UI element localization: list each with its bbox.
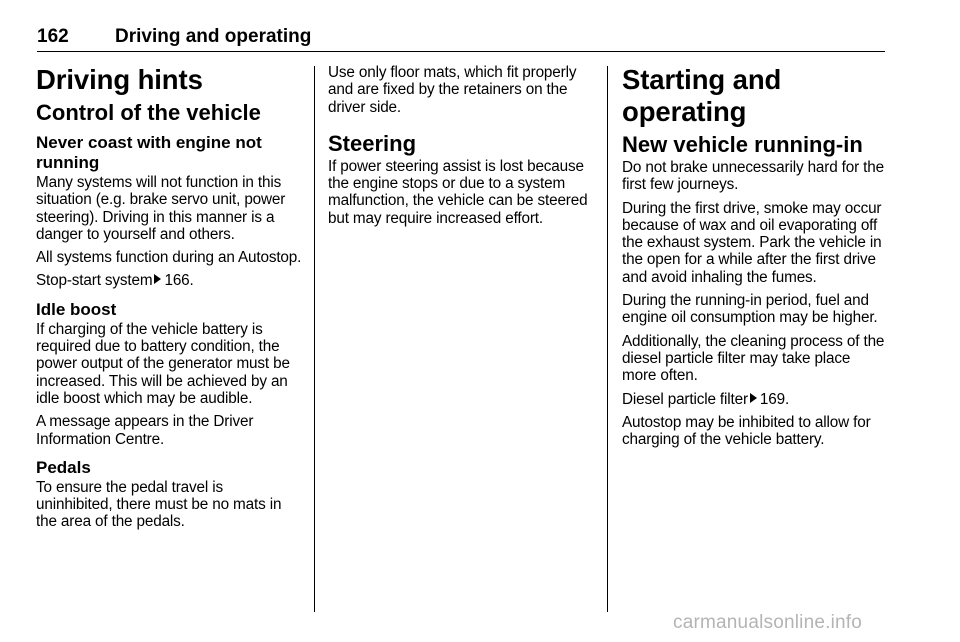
paragraph-steering: If power steering assist is lost because the engine stops or due to a system malfunction, the vehicle can be steered but may require increased effort. [328, 157, 588, 227]
paragraph-diesel-filter [622, 391, 888, 408]
page-header [37, 23, 885, 52]
paragraph-idle-2: A message appears in the Driver Information Centre. [36, 413, 254, 448]
heading-pedals: Pedals [36, 457, 91, 477]
section-title-steering: Steering [328, 130, 417, 156]
paragraph-coast-2: All systems function during an Autostop. [36, 249, 302, 267]
column-3 [622, 64, 888, 454]
paragraph-stop-start [36, 272, 302, 289]
stop-start-text: Stop-start system [36, 272, 153, 290]
paragraph-idle-1: If charging of the vehicle battery is required due to battery condition, the power output of the generator must be increased. This will be achieved by an idle boost which may be audible. [36, 320, 290, 407]
page-reference-icon [750, 393, 757, 403]
stop-start-page-link[interactable]: 166. [164, 272, 194, 290]
paragraph-running-in-2: During the first drive, smoke may occur because of wax and oil evaporating off the exhaust system. Park the vehicle in the open for a while after the first drive and avoid inhaling the fumes. [622, 199, 882, 286]
paragraph-coast-1: Many systems will not function in this situation (e.g. brake servo unit, power steering). Driving in this manner is a danger to yourself and others. [36, 174, 286, 243]
watermark: carmanualsonline.info [673, 612, 863, 633]
paragraph-autostop: Autostop may be inhibited to allow for charging of the vehicle battery. [622, 413, 871, 449]
page-number: 162 [37, 26, 69, 47]
paragraph-floor-mats: Use only floor mats, which fit properly and are fixed by the retainers on the driver side. [328, 64, 577, 116]
paragraph-running-in-1: Do not brake unnecessarily hard for the first few journeys. [622, 159, 884, 194]
column-divider-1 [314, 66, 315, 612]
heading-idle-boost: Idle boost [36, 299, 117, 319]
column-2 [328, 64, 594, 233]
section-title-control: Control of the vehicle [36, 100, 261, 125]
paragraph-running-in-3: During the running-in period, fuel and engine oil consumption may be higher. [622, 292, 878, 327]
diesel-filter-page-link[interactable]: 169. [759, 390, 790, 408]
running-title: Driving and operating [115, 26, 312, 47]
paragraph-running-in-4: Additionally, the cleaning process of the diesel particle filter may take place more often. [622, 332, 885, 385]
column-1 [36, 64, 302, 537]
chapter-title-starting: Starting and operating [622, 64, 782, 127]
paragraph-pedals-1: To ensure the pedal travel is uninhibited, there must be no mats in the area of the pedals. [36, 478, 282, 531]
column-divider-2 [607, 66, 608, 612]
page-reference-icon [154, 274, 161, 284]
heading-never-coast: Never coast with engine not running [36, 133, 262, 172]
diesel-filter-text: Diesel particle filter [622, 390, 748, 408]
section-title-running-in: New vehicle running-in [622, 132, 863, 157]
chapter-title: Driving hints [36, 64, 203, 95]
